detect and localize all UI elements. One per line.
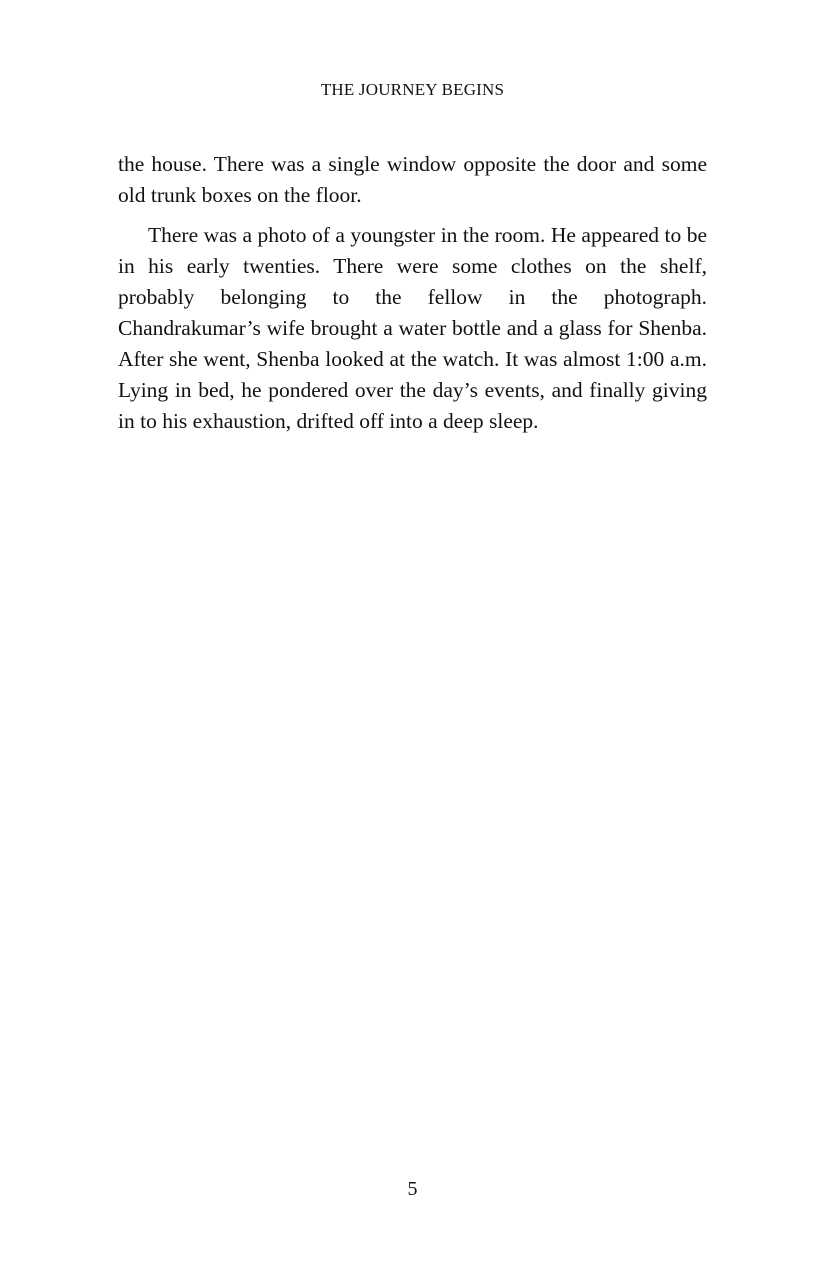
- body-text: [118, 149, 707, 437]
- running-head: THE JOURNEY BEGINS: [320, 80, 505, 99]
- page-number: 5: [407, 1178, 418, 1200]
- paragraph-continued: the house. There was a single window opposite the door and some old trunk boxes on the floor.: [118, 152, 707, 207]
- paragraph: There was a photo of a youngster in the room. He appeared to be in his early twenties. There were some clothes on the shelf, probably belonging to the fellow in the photograph. Chandrakumar’s wife brought a water bottle and a glass for Shenba. After she went, Shenba looked at the watch. It was almost 1:00 a.m. Lying in bed, he pondered over the day’s events, and finally giving in to his exhaustion, drifted off into a deep sleep.: [118, 223, 707, 433]
